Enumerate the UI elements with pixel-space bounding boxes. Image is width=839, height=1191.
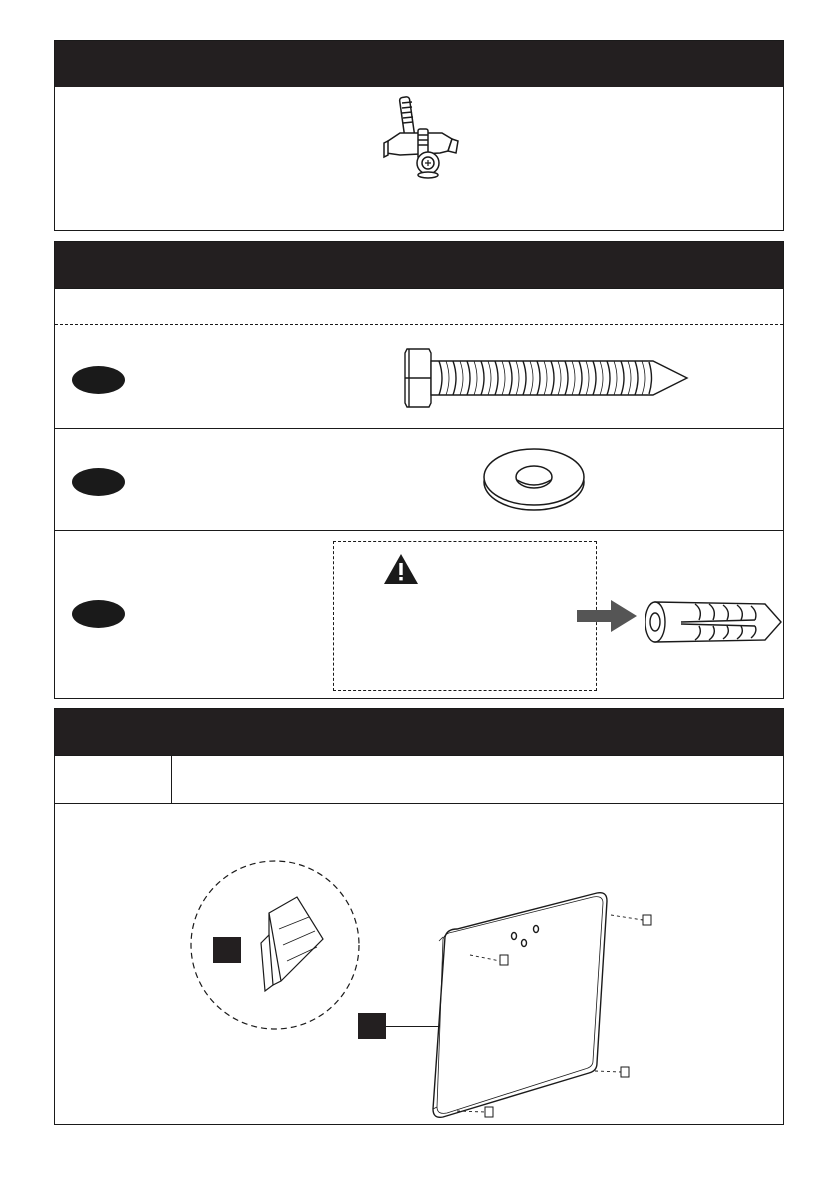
connector-section <box>54 40 784 231</box>
panel-section <box>54 708 784 1125</box>
section-header-bar <box>55 709 783 755</box>
part-marker <box>358 1013 386 1039</box>
arrow-right-icon <box>577 598 639 634</box>
lag-screw-icon <box>403 343 695 413</box>
section-header-bar <box>55 242 783 288</box>
bolt-with-clip-connector-icon <box>380 93 470 179</box>
divider <box>55 428 783 429</box>
section-header-bar <box>55 41 783 87</box>
part-badge <box>72 366 125 394</box>
divider <box>55 530 783 531</box>
dashed-divider <box>55 324 783 325</box>
panel-with-corner-caps-icon <box>425 885 660 1125</box>
washer-icon <box>479 442 589 514</box>
warning-triangle-icon <box>382 552 420 586</box>
wall-anchor-icon <box>645 596 785 648</box>
caution-box <box>333 541 597 691</box>
part-badge <box>72 600 125 628</box>
divider <box>55 803 783 804</box>
divider <box>55 288 783 289</box>
corner-cap-detail-icon <box>189 859 361 1031</box>
table-cell-divider <box>171 755 172 803</box>
divider <box>55 755 783 756</box>
part-badge <box>72 468 125 496</box>
fixings-section <box>54 241 784 699</box>
